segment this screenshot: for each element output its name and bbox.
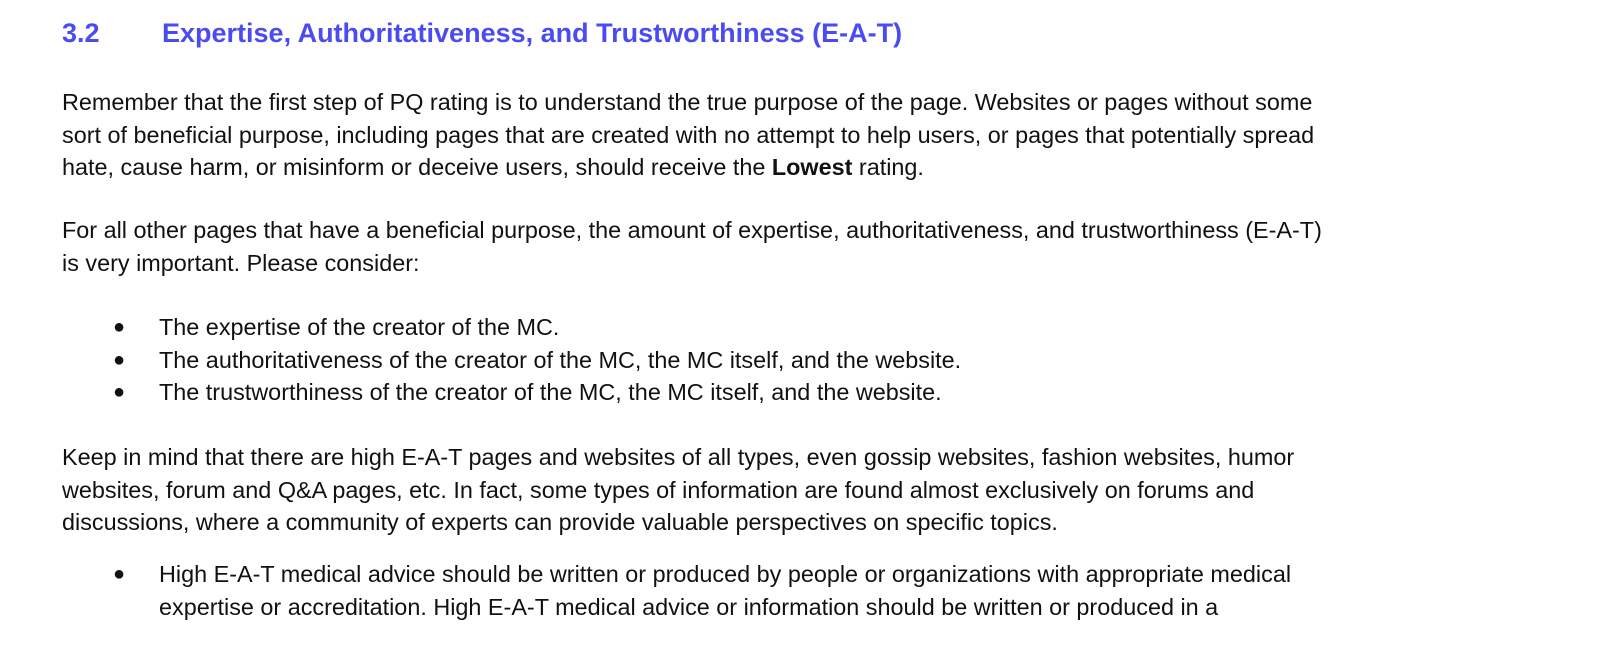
paragraph-line: websites, forum and Q&A pages, etc. In fact, some types of information are found almost exclusively on forums and [62, 476, 1255, 503]
text-run: rating. [852, 154, 924, 180]
bullet-icon: ● [113, 381, 126, 403]
paragraph-high-eat-types [62, 441, 1532, 539]
paragraph-line [62, 151, 1532, 184]
bullet-icon: ● [113, 563, 126, 585]
list-item-text: The trustworthiness of the creator of the MC, the MC itself, and the website. [159, 379, 942, 405]
paragraph-purpose [62, 86, 1532, 184]
paragraph-line: is very important. Please consider: [62, 249, 420, 276]
consider-list [62, 311, 961, 409]
bullet-icon: ● [113, 348, 126, 371]
paragraph-line: For all other pages that have a beneficial purpose, the amount of expertise, authoritativeness, and trustworthiness (E-A-T) [62, 217, 1322, 243]
list-item [62, 344, 961, 377]
paragraph-eat-importance [62, 214, 1532, 279]
text-run: hate, cause harm, or misinform or deceive users, should receive the [62, 154, 772, 180]
list-item [62, 558, 1291, 623]
section-number: 3.2 [62, 18, 100, 48]
list-item-text: expertise or accreditation. High E-A-T medical advice or information should be written or produced in a [159, 593, 1219, 620]
list-item [62, 376, 961, 409]
list-item-text: High E-A-T medical advice should be written or produced by people or organizations with appropriate medical [159, 561, 1292, 587]
lowest-rating-emphasis: Lowest [771, 154, 853, 180]
paragraph-line: sort of beneficial purpose, including pages that are created with no attempt to help users, or pages that potentially spread [62, 121, 1315, 148]
bullet-icon: ● [113, 316, 126, 338]
list-item [62, 311, 961, 344]
paragraph-line: discussions, where a community of experts can provide valuable perspectives on specific topics. [62, 509, 1058, 535]
examples-list [62, 558, 1291, 623]
list-item-text: The expertise of the creator of the MC. [159, 314, 560, 340]
section-heading [62, 14, 902, 52]
list-item-text: The authoritativeness of the creator of the MC, the MC itself, and the website. [159, 346, 962, 373]
paragraph-line: Keep in mind that there are high E-A-T pages and websites of all types, even gossip websites, fashion websites, humor [62, 444, 1295, 470]
paragraph-line: Remember that the first step of PQ rating is to understand the true purpose of the page. Websites or pages without some [62, 89, 1313, 115]
section-title: Expertise, Authoritativeness, and Trustworthiness (E-A-T) [162, 18, 903, 48]
